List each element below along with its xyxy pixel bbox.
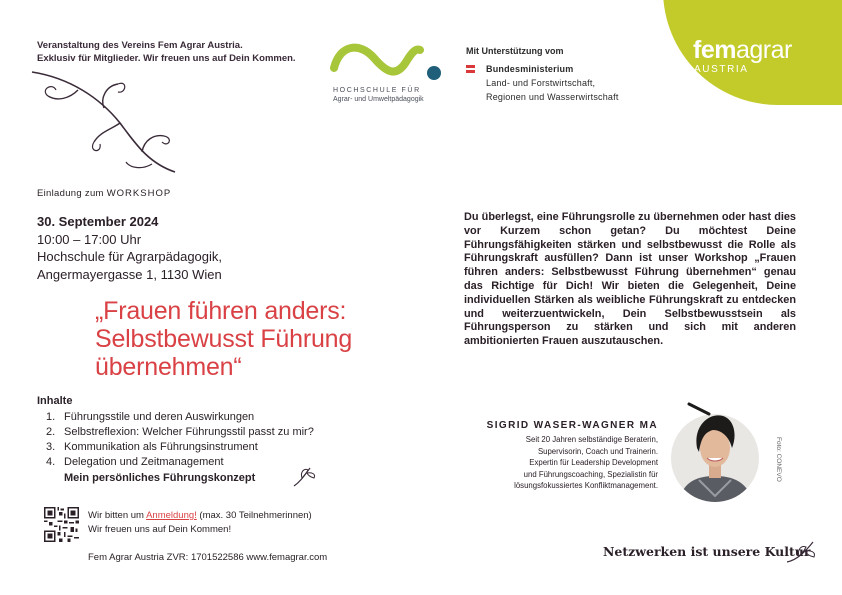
list-item <box>46 455 314 470</box>
registration-text: Wir bitten um <box>88 510 147 521</box>
support-title: Mit Unterstützung vom <box>466 46 564 56</box>
sprig-icon <box>787 536 819 566</box>
event-venue: Hochschule für Agrarpädagogik, <box>37 249 223 264</box>
ministry-line-1: Bundesministerium <box>486 64 574 74</box>
title-line-3: übernehmen“ <box>95 353 242 381</box>
event-intro <box>37 39 296 65</box>
footer-info: Fem Agrar Austria ZVR: 1701522586 www.femagrar.com <box>88 552 328 563</box>
invitation-prefix: Einladung zum <box>37 188 107 199</box>
item-text: Selbstreflexion: Welcher Führungsstil passt zu mir? <box>64 426 314 438</box>
support-block <box>466 46 619 102</box>
bio-line: lösungsfokussiertes Konfliktmanagement. <box>514 481 658 490</box>
speaker-block <box>470 420 658 492</box>
qr-code-icon[interactable] <box>44 507 79 542</box>
photo-credit: Foto: CONEVO <box>775 437 782 482</box>
registration-line-2: Wir freuen uns auf Dein Kommen! <box>88 524 232 535</box>
speaker-photo <box>669 396 761 504</box>
tagline: Netzwerken ist unsere Kultur <box>603 544 811 559</box>
event-details <box>37 213 222 283</box>
event-address: Angermayergasse 1, 1130 Wien <box>37 266 222 282</box>
registration-limit: (max. 30 Teilnehmerinnen) <box>196 510 312 521</box>
item-text: Führungsstile und deren Auswirkungen <box>64 411 255 423</box>
event-date: 30. September 2024 <box>37 214 159 229</box>
ministry-line-2: Land- und Forstwirtschaft, <box>486 78 596 88</box>
austria-flag-icon <box>466 65 475 73</box>
branch-ornament <box>30 68 180 178</box>
workshop-description: Du überlegst, eine Führungsrolle zu übernehmen oder hast dies vor Kurzem schon getan? Du möchtest Deine Führungsfähigkeiten stärken und selbstbewusst die Rolle als Führungskraft ausfüllen? Dann ist unser Workshop „Frauen führen anders: Selbstbewusst Führung übernehmen“ genau das Richtige für Dich! Wir bieten die Gelegenheit, Deine individuellen Stärken als weibliche Führungskraft zu entdecken und weiterzuentwickeln, Dein Selbstbewusstsein als Führungsperson zu stärken und sich mit anderen ambitionierten Frauen auszutauschen. <box>464 211 796 348</box>
school-name: HOCHSCHULE FÜR <box>333 87 421 94</box>
registration-line-1 <box>88 509 312 523</box>
school-subtitle: Agrar- und Umweltpädagogik <box>333 96 424 103</box>
school-logo-mark <box>330 40 445 85</box>
list-item <box>46 410 314 425</box>
invitation-type: WORKSHOP <box>106 188 172 199</box>
item-number: 3. <box>46 441 56 453</box>
workshop-title <box>95 297 352 381</box>
speaker-bio <box>470 434 658 492</box>
item-number: 2. <box>46 426 56 438</box>
sprig-icon <box>292 462 318 488</box>
registration-link[interactable]: Anmeldung! <box>146 510 197 521</box>
brand-name-bold: fem <box>693 36 736 64</box>
title-line-2: Selbstbewusst Führung <box>95 325 353 353</box>
list-item <box>46 425 314 440</box>
item-number: 4. <box>46 456 56 468</box>
speaker-name: SIGRID WASER-WAGNER MA <box>486 420 658 431</box>
intro-line-1: Veranstaltung des Vereins Fem Agrar Austria. <box>37 40 243 51</box>
invitation-label <box>37 188 171 199</box>
title-line-1: „Frauen führen anders: <box>95 297 347 325</box>
ministry-name <box>486 62 619 104</box>
item-text: Delegation und Zeitmanagement <box>64 456 224 468</box>
brand-logo <box>693 36 792 65</box>
brand-country: AUSTRIA <box>694 64 749 75</box>
item-text: Kommunikation als Führungsinstrument <box>64 441 258 453</box>
event-time: 10:00 – 17:00 Uhr <box>37 231 142 247</box>
intro-line-2: Exklusiv für Mitglieder. Wir freuen uns auf Dein Kommen. <box>37 53 296 64</box>
contents-extra: Mein persönliches Führungskonzept <box>64 472 256 484</box>
bio-line: und Führungscoaching, Spezialistin für <box>523 469 658 479</box>
list-item <box>46 440 314 455</box>
bio-line: Expertin für Leadership Development <box>529 458 658 467</box>
bio-line: Seit 20 Jahren selbständige Beraterin, <box>525 435 658 444</box>
ministry-line-3: Regionen und Wasserwirtschaft <box>486 92 619 102</box>
contents-list <box>46 410 314 470</box>
brand-name-light: agrar <box>735 36 792 64</box>
registration-note <box>88 509 312 537</box>
school-logo <box>330 40 445 108</box>
contents-title: Inhalte <box>37 395 73 407</box>
bio-line: Supervisorin, Coach und Trainerin. <box>537 446 658 456</box>
item-number: 1. <box>46 411 56 423</box>
